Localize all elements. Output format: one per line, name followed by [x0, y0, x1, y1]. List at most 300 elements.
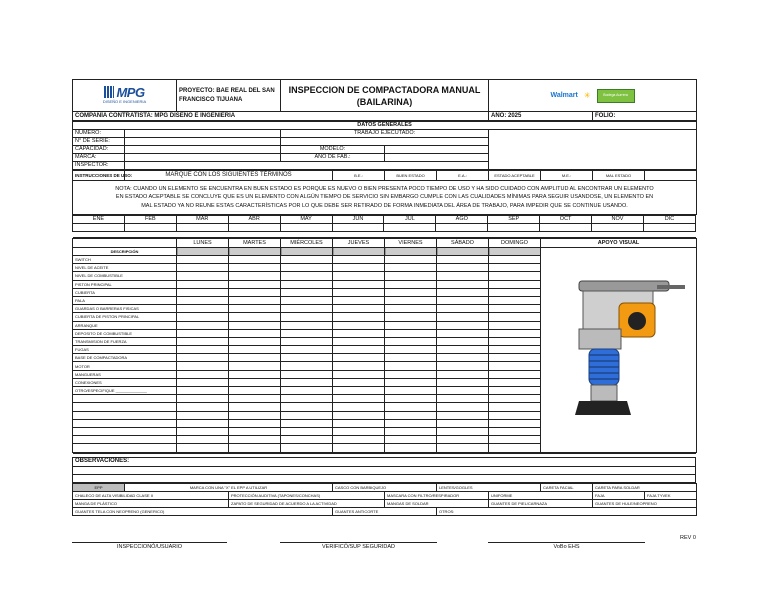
checklist-cell[interactable]	[437, 387, 489, 395]
checklist-item-label: TRANSMISION DE FUERZA	[73, 337, 177, 345]
checklist-cell[interactable]	[177, 296, 229, 304]
checklist-cell[interactable]	[437, 256, 489, 264]
inspector-field[interactable]	[125, 162, 489, 170]
checklist-item-label	[73, 444, 177, 452]
checklist-cell[interactable]	[489, 321, 541, 329]
epp-guantes-anticorte[interactable]: GUANTES ANTICORTE	[333, 507, 437, 515]
checklist-cell[interactable]	[385, 256, 437, 264]
checklist-cell[interactable]	[177, 403, 229, 411]
checklist-cell[interactable]	[385, 305, 437, 313]
checklist-cell[interactable]	[281, 321, 333, 329]
checklist-cell[interactable]	[281, 296, 333, 304]
checklist-cell[interactable]	[177, 346, 229, 354]
checklist-cell[interactable]	[229, 427, 281, 435]
checklist-cell[interactable]	[177, 272, 229, 280]
checklist-cell[interactable]	[437, 395, 489, 403]
checklist-cell[interactable]	[177, 329, 229, 337]
checklist-cell[interactable]	[333, 288, 385, 296]
status-subheader	[177, 248, 229, 256]
checklist-cell[interactable]	[281, 411, 333, 419]
epp-mascara[interactable]: MASCARA CON FILTRO/RESPIRADOR	[385, 491, 489, 499]
checklist-item-label: NIVEL DE COMBUSTIBLE	[73, 272, 177, 280]
month-cell[interactable]	[592, 224, 644, 232]
checklist-cell[interactable]	[437, 411, 489, 419]
checklist-cell[interactable]	[281, 362, 333, 370]
month-jul: JUL	[384, 216, 436, 224]
day-header: JUEVES	[333, 239, 385, 248]
checklist-cell[interactable]	[177, 280, 229, 288]
signature-vobo-ehs[interactable]: VoBo EHS	[488, 542, 645, 553]
checklist-item-label: BASE DE COMPACTADORA	[73, 354, 177, 362]
epp-proteccion-auditiva[interactable]: PROTECCIÓN AUDITIVA (TAPONES/CONCHAS)	[229, 491, 385, 499]
checklist-cell[interactable]	[385, 288, 437, 296]
checklist-cell[interactable]	[177, 395, 229, 403]
checklist-cell[interactable]	[437, 346, 489, 354]
checklist-item-label: PISTON PRINCIPAL	[73, 280, 177, 288]
observations-field-2[interactable]	[73, 474, 696, 482]
checklist-item-label	[73, 395, 177, 403]
checklist-cell[interactable]	[229, 354, 281, 362]
checklist-cell[interactable]	[229, 313, 281, 321]
marca-label: MARCA:	[73, 154, 125, 162]
checklist-cell[interactable]	[489, 329, 541, 337]
checklist-cell[interactable]	[385, 264, 437, 272]
checklist-cell[interactable]	[333, 444, 385, 452]
status-subheader	[385, 248, 437, 256]
checklist-cell[interactable]	[281, 427, 333, 435]
checklist-cell[interactable]	[229, 436, 281, 444]
checklist-item-label: CUBIERTA	[73, 288, 177, 296]
checklist-cell[interactable]	[437, 296, 489, 304]
month-cell[interactable]	[332, 224, 384, 232]
status-subheader	[333, 248, 385, 256]
checklist-cell[interactable]	[281, 264, 333, 272]
month-cell[interactable]	[73, 224, 125, 232]
checklist-cell[interactable]	[437, 321, 489, 329]
anio-fab-field[interactable]	[385, 154, 489, 162]
checklist-cell[interactable]	[177, 427, 229, 435]
trabajo-field[interactable]	[281, 138, 489, 146]
checklist-cell[interactable]	[437, 288, 489, 296]
modelo-field[interactable]	[385, 146, 489, 154]
month-nov: NOV	[592, 216, 644, 224]
walmart-spark-icon: ✳	[583, 91, 591, 100]
checklist-cell[interactable]	[229, 280, 281, 288]
checklist-cell[interactable]	[333, 354, 385, 362]
checklist-item-label: NIVEL DE ACEITE	[73, 264, 177, 272]
month-ene: ENE	[73, 216, 125, 224]
checklist-cell[interactable]	[333, 321, 385, 329]
checklist-item-label	[73, 411, 177, 419]
checklist-cell[interactable]	[437, 272, 489, 280]
checklist-cell[interactable]	[489, 305, 541, 313]
checklist-cell[interactable]	[489, 354, 541, 362]
checklist-cell[interactable]	[229, 321, 281, 329]
checklist-cell[interactable]	[333, 313, 385, 321]
checklist-cell[interactable]	[229, 444, 281, 452]
month-abr: ABR	[228, 216, 280, 224]
month-cell[interactable]	[228, 224, 280, 232]
checklist-cell[interactable]	[281, 370, 333, 378]
checklist-cell[interactable]	[281, 305, 333, 313]
checklist-cell[interactable]	[489, 280, 541, 288]
checklist-cell[interactable]	[385, 370, 437, 378]
status-subheader	[437, 248, 489, 256]
checklist-cell[interactable]	[229, 395, 281, 403]
epp-careta-soldar[interactable]: CARETA PARA SOLDAR	[593, 483, 697, 491]
checklist-cell[interactable]	[281, 288, 333, 296]
day-header: DOMINGO	[489, 239, 541, 248]
day-header: VIERNES	[385, 239, 437, 248]
month-cell[interactable]	[124, 224, 176, 232]
checklist-item-label: CUBIERTA DE PISTON PRINCIPAL	[73, 313, 177, 321]
month-cell[interactable]	[436, 224, 488, 232]
month-cell[interactable]	[540, 224, 592, 232]
checklist	[72, 238, 697, 453]
checklist-cell[interactable]	[385, 329, 437, 337]
checklist-cell[interactable]	[281, 444, 333, 452]
checklist-cell[interactable]	[333, 378, 385, 386]
month-ago: AGO	[436, 216, 488, 224]
checklist-cell[interactable]	[489, 395, 541, 403]
day-header: LUNES	[177, 239, 229, 248]
checklist-cell[interactable]	[281, 256, 333, 264]
checklist-cell[interactable]	[333, 419, 385, 427]
checklist-cell[interactable]	[385, 272, 437, 280]
checklist-item-label: GUARDAS O BARRERAS FISICAS	[73, 305, 177, 313]
checklist-cell[interactable]	[177, 362, 229, 370]
checklist-cell[interactable]	[177, 305, 229, 313]
epp-casco[interactable]: CASCO CON BARBIQUEJO	[333, 483, 437, 491]
month-sep: SEP	[488, 216, 540, 224]
checklist-cell[interactable]	[437, 264, 489, 272]
general-section-title: DATOS GENERALES	[73, 122, 697, 130]
checklist-cell[interactable]	[229, 272, 281, 280]
checklist-cell[interactable]	[333, 305, 385, 313]
checklist-cell[interactable]	[333, 337, 385, 345]
observations	[72, 453, 696, 483]
checklist-cell[interactable]	[281, 403, 333, 411]
checklist-cell[interactable]	[437, 403, 489, 411]
checklist-cell[interactable]	[281, 329, 333, 337]
epp-zapato[interactable]: ZAPATO DE SEGURIDAD DE ACUERDO A LA ACTIVIDAD	[229, 499, 385, 507]
capacidad-field[interactable]	[125, 146, 281, 154]
checklist-cell[interactable]	[281, 337, 333, 345]
checklist-item-label: PALA	[73, 296, 177, 304]
epp-label: EPP	[73, 483, 125, 491]
checklist-cell[interactable]	[489, 411, 541, 419]
checklist-item-label: ARRANQUE	[73, 321, 177, 329]
epp-faja[interactable]: FAJA	[593, 491, 645, 499]
mark-terms-text: MARQUE CON LOS SIGUIENTES TÉRMINOS	[125, 171, 333, 181]
signature-inspecciono[interactable]: INSPECCIONÓ/USUARIO	[72, 542, 227, 553]
epp-careta-facial[interactable]: CARETA FACIAL	[541, 483, 593, 491]
checklist-cell[interactable]	[229, 378, 281, 386]
form-title: INSPECCION DE COMPACTADORA MANUAL (BAILARINA)	[281, 80, 489, 112]
checklist-cell[interactable]	[281, 436, 333, 444]
checklist-cell[interactable]	[385, 427, 437, 435]
checklist-cell[interactable]	[333, 370, 385, 378]
description-header: DESCRIPCIÓN	[73, 248, 177, 256]
epp-guantes-tela[interactable]: GUANTES TELA CON NEOPRENO (GENERICO)	[73, 507, 333, 515]
checklist-cell[interactable]	[437, 337, 489, 345]
checklist-cell[interactable]	[177, 436, 229, 444]
checklist-cell[interactable]	[385, 296, 437, 304]
checklist-cell[interactable]	[333, 395, 385, 403]
month-may: MAY	[280, 216, 332, 224]
client-logos	[489, 80, 697, 112]
checklist-cell[interactable]	[177, 337, 229, 345]
checklist-item-label	[73, 403, 177, 411]
revision-label: REV 0	[680, 535, 696, 541]
epp-uniforme[interactable]: UNIFORME	[489, 491, 593, 499]
checklist-cell[interactable]	[333, 387, 385, 395]
checklist-cell[interactable]	[489, 436, 541, 444]
days-corner	[73, 239, 177, 248]
numero-field[interactable]	[125, 130, 281, 138]
checklist-cell[interactable]	[229, 337, 281, 345]
checklist-cell[interactable]	[489, 346, 541, 354]
checklist-cell[interactable]	[385, 411, 437, 419]
checklist-cell[interactable]	[229, 403, 281, 411]
checklist-cell[interactable]	[229, 419, 281, 427]
modelo-label: MODELO:	[281, 146, 385, 154]
checklist-cell[interactable]	[385, 419, 437, 427]
checklist-cell[interactable]	[437, 313, 489, 321]
checklist-cell[interactable]	[489, 427, 541, 435]
checklist-item-label: SWITCH	[73, 256, 177, 264]
checklist-cell[interactable]	[229, 264, 281, 272]
checklist-item-label	[73, 436, 177, 444]
checklist-cell[interactable]	[385, 403, 437, 411]
checklist-cell[interactable]	[177, 444, 229, 452]
checklist-item-label: MOTOR	[73, 362, 177, 370]
checklist-cell[interactable]	[437, 362, 489, 370]
bodega-aurrera-logo: Bodega Aurrera	[597, 89, 635, 103]
epp-chaleco[interactable]: CHALECO DE ALTA VISIBILIDAD CLASE II	[73, 491, 229, 499]
checklist-cell[interactable]	[177, 321, 229, 329]
checklist-cell[interactable]	[333, 427, 385, 435]
observations-label: OBSERVACIONES:	[73, 457, 696, 466]
checklist-cell[interactable]	[385, 387, 437, 395]
checklist-cell[interactable]	[489, 378, 541, 386]
checklist-cell[interactable]	[489, 370, 541, 378]
numero-label: NUMERO:	[73, 130, 125, 138]
checklist-cell[interactable]	[281, 354, 333, 362]
checklist-cell[interactable]	[437, 354, 489, 362]
checklist-cell[interactable]	[333, 296, 385, 304]
checklist-cell[interactable]	[385, 313, 437, 321]
legend-text-me: MAL ESTADO	[593, 171, 645, 181]
checklist-cell[interactable]	[177, 378, 229, 386]
checklist-cell[interactable]	[177, 419, 229, 427]
legend-code-ea: E.A.:	[437, 171, 489, 181]
checklist-cell[interactable]	[489, 444, 541, 452]
epp-guantes-hule[interactable]: GUANTES DE HULE/NEOPRENO	[593, 499, 697, 507]
checklist-cell[interactable]	[281, 313, 333, 321]
marca-field[interactable]	[125, 154, 281, 162]
compactor-image	[549, 263, 689, 433]
checklist-cell[interactable]	[333, 436, 385, 444]
folio-label: FOLIO:	[593, 112, 697, 121]
project-label: PROYECTO: BAE REAL DEL SAN FRANCISCO TIJUANA	[177, 80, 281, 112]
checklist-cell[interactable]	[281, 419, 333, 427]
checklist-cell[interactable]	[333, 264, 385, 272]
legend-code-be: B.E.:	[333, 171, 385, 181]
checklist-cell[interactable]	[229, 346, 281, 354]
anio-fab-label: AÑO DE FAB.:	[281, 154, 385, 162]
checklist-cell[interactable]	[385, 444, 437, 452]
checklist-cell[interactable]	[437, 436, 489, 444]
form-header	[72, 79, 697, 121]
checklist-item-label	[73, 419, 177, 427]
month-dic: DIC	[643, 216, 695, 224]
checklist-cell[interactable]	[333, 403, 385, 411]
instructions-label: INSTRUCCIONES DE USO:	[73, 171, 125, 181]
day-header: MIÉRCOLES	[281, 239, 333, 248]
checklist-cell[interactable]	[385, 436, 437, 444]
instructions-note: NOTA: CUANDO UN ELEMENTO SE ENCUENTRA EN BUEN ESTADO ES PORQUE ES NUEVO O BIEN PRESENTA POCO TIEMPO DE USO Y HA SIDO CUIDADO CON AMPLITUD AL ENCONTRAR UN ELEMENTO EN ESTADO ACEPTABLE SE CONCLUYE QUE ES UN ELEMENTO CON ALGÚN TIEMPO DE SERVICIO SIN EMBARGO CUMPLE CON LAS CUALIDADES MÍNIMAS PARA SEGUIR USANDOSE, UN ELEMENTO EN MAL ESTADO YA NO REUNE ESTAS CARACTERÍSTICAS POR LO QUE DEBE SER RETIRADO DE FORMA INMEDIATA DEL ÁREA DE TRABAJO, PARA IMPEDIR QUE SE CONTINUE USANDO.	[73, 181, 697, 215]
checklist-cell[interactable]	[281, 378, 333, 386]
checklist-cell[interactable]	[489, 313, 541, 321]
checklist-item-label: OTRO/ESPECIFIQUE ______________	[73, 387, 177, 395]
checklist-cell[interactable]	[229, 296, 281, 304]
checklist-cell[interactable]	[281, 387, 333, 395]
checklist-cell[interactable]	[437, 370, 489, 378]
signature-verifico[interactable]: VERIFICÓ/SUP SEGURIDAD	[280, 542, 437, 553]
checklist-cell[interactable]	[281, 272, 333, 280]
checklist-cell[interactable]	[229, 362, 281, 370]
observations-field-1[interactable]	[73, 466, 696, 474]
checklist-item-label: MANGUERAS	[73, 370, 177, 378]
checklist-cell[interactable]	[437, 280, 489, 288]
checklist-cell[interactable]	[229, 256, 281, 264]
month-cell[interactable]	[643, 224, 695, 232]
month-cell[interactable]	[488, 224, 540, 232]
checklist-cell[interactable]	[385, 346, 437, 354]
month-cell[interactable]	[384, 224, 436, 232]
month-cell[interactable]	[280, 224, 332, 232]
checklist-cell[interactable]	[177, 313, 229, 321]
checklist-cell[interactable]	[489, 403, 541, 411]
checklist-cell[interactable]	[281, 395, 333, 403]
epp-table	[72, 483, 697, 516]
checklist-item-label: DEPOSITO DE COMBUSTIBLE	[73, 329, 177, 337]
checklist-cell[interactable]	[385, 362, 437, 370]
day-header: SÁBADO	[437, 239, 489, 248]
checklist-cell[interactable]	[437, 378, 489, 386]
mpg-logo: MPG DISEÑO E INGENIERIA	[73, 80, 177, 112]
trabajo-label: TRABAJO EJECUTADO:	[281, 130, 489, 138]
epp-faja-tyvek[interactable]: FAJA TYVEK	[645, 491, 697, 499]
checklist-cell[interactable]	[333, 256, 385, 264]
checklist-item-label: FUGAS	[73, 346, 177, 354]
visual-support-label: APOYO VISUAL	[541, 239, 697, 248]
checklist-item-label	[73, 427, 177, 435]
checklist-cell[interactable]	[281, 280, 333, 288]
checklist-cell[interactable]	[229, 387, 281, 395]
checklist-cell[interactable]	[385, 395, 437, 403]
checklist-cell[interactable]	[229, 288, 281, 296]
walmart-logo: Walmart	[550, 92, 578, 99]
checklist-cell[interactable]	[489, 362, 541, 370]
epp-otros[interactable]: OTROS:	[437, 507, 697, 515]
year-label: AÑO: 2025	[489, 112, 593, 121]
checklist-cell[interactable]	[229, 370, 281, 378]
month-jun: JUN	[332, 216, 384, 224]
month-mar: MAR	[176, 216, 228, 224]
epp-manga-plastico[interactable]: MANGA DE PLÁSTICO	[73, 499, 229, 507]
month-cell[interactable]	[176, 224, 228, 232]
checklist-cell[interactable]	[333, 411, 385, 419]
checklist-cell[interactable]	[437, 444, 489, 452]
checklist-cell[interactable]	[229, 329, 281, 337]
checklist-cell[interactable]	[177, 288, 229, 296]
day-header: MARTES	[229, 239, 281, 248]
months-row	[72, 215, 696, 238]
checklist-cell[interactable]	[177, 256, 229, 264]
checklist-item-label: CONEXIONES	[73, 378, 177, 386]
legend-code-me: M.E.:	[541, 171, 593, 181]
status-subheader	[281, 248, 333, 256]
checklist-cell[interactable]	[489, 419, 541, 427]
status-subheader	[229, 248, 281, 256]
general-blank-area	[489, 130, 697, 170]
checklist-cell[interactable]	[385, 354, 437, 362]
checklist-cell[interactable]	[281, 346, 333, 354]
checklist-cell[interactable]	[385, 337, 437, 345]
checklist-cell[interactable]	[385, 378, 437, 386]
checklist-cell[interactable]	[333, 329, 385, 337]
inspection-form	[72, 79, 696, 516]
serie-field[interactable]	[125, 138, 281, 146]
checklist-cell[interactable]	[489, 337, 541, 345]
checklist-cell[interactable]	[177, 387, 229, 395]
checklist-cell[interactable]	[489, 264, 541, 272]
inspector-label: INSPECTOR:	[73, 162, 125, 170]
epp-guantes-piel[interactable]: GUANTES DE PIEL/CARNAZA	[489, 499, 593, 507]
company-label: COMPAÑÍA CONTRATISTA: MPG DISEÑO E INGENIERIA	[73, 112, 489, 121]
epp-lentes[interactable]: LENTES/GOGLES	[437, 483, 541, 491]
checklist-cell[interactable]	[229, 305, 281, 313]
serie-label: N° DE SERIE:	[73, 138, 125, 146]
checklist-cell[interactable]	[229, 411, 281, 419]
checklist-cell[interactable]	[385, 321, 437, 329]
checklist-cell[interactable]	[489, 256, 541, 264]
checklist-cell[interactable]	[333, 272, 385, 280]
checklist-cell[interactable]	[177, 411, 229, 419]
epp-mark-text: MARCA CON UNA "X" EL EPP A UTILIZAR	[125, 483, 333, 491]
general-data	[72, 121, 697, 170]
checklist-cell[interactable]	[489, 272, 541, 280]
checklist-cell[interactable]	[333, 280, 385, 288]
legend-text-be: BUEN ESTADO	[385, 171, 437, 181]
checklist-cell[interactable]	[177, 264, 229, 272]
checklist-cell[interactable]	[489, 288, 541, 296]
checklist-cell[interactable]	[333, 346, 385, 354]
checklist-cell[interactable]	[333, 362, 385, 370]
checklist-cell[interactable]	[437, 427, 489, 435]
checklist-cell[interactable]	[177, 370, 229, 378]
checklist-cell[interactable]	[437, 305, 489, 313]
epp-mangas-soldar[interactable]: MANGAS DE SOLDAR	[385, 499, 489, 507]
checklist-cell[interactable]	[437, 419, 489, 427]
checklist-cell[interactable]	[385, 280, 437, 288]
checklist-cell[interactable]	[177, 354, 229, 362]
checklist-cell[interactable]	[437, 329, 489, 337]
checklist-cell[interactable]	[489, 387, 541, 395]
checklist-cell[interactable]	[489, 296, 541, 304]
